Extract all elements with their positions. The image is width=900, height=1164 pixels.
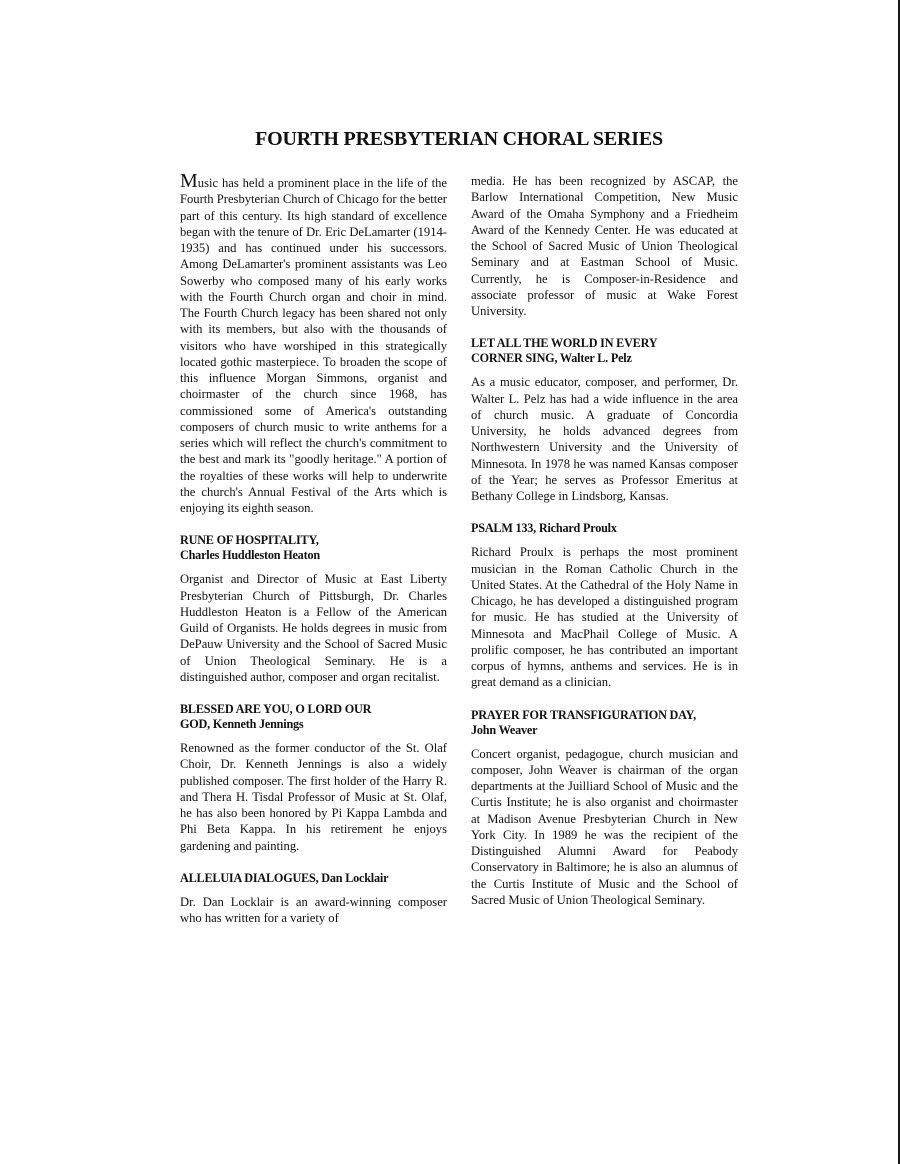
intro-text: usic has held a prominent place in the life of the Fourth Presbyterian Church of Chicago for the better part of this century. Its high standard of excellence began with the tenure of Dr. Eric DeLamarter (1914-1935) and has continued under his successors. Among DeLamarter's prominent assistants was Leo Sowerby who composed many of his early works with the Fourth Church organ and choir in mind. The Fourth Church legacy has been shared not only with its members, but also with the thousands of visitors who have worshiped in this strategically located gothic masterpiece. To broaden the scope of this influence Morgan Simmons, organist and choirmaster of the church since 1968, has commissioned some of America's outstanding composers of church music to write anthems for a series which will reflect the church's commitment to the best and mark its "goodly heritage." A portion of the royalties of these works will help to underwrite the church's Annual Festival of the Arts which is enjoying its eighth season.	[180, 176, 447, 515]
drop-cap: M	[180, 170, 198, 192]
section-rune-of-hospitality	[180, 533, 447, 685]
intro-paragraph	[180, 170, 447, 516]
continuation-paragraph: media. He has been recognized by ASCAP, the Barlow International Competition, New Music Award of the Omaha Symphony and a Friedheim Award of the Kennedy Center. He was educated at the School of Sacred Music of Union Theological Seminary and at Eastman School of Music. Currently, he is Composer-in-Residence and associate professor of music at Wake Forest University.	[471, 174, 738, 318]
section-heading-line1: PRAYER FOR TRANSFIGURATION DAY,	[471, 707, 696, 722]
section-blessed-are-you	[180, 702, 447, 854]
section-body: Organist and Director of Music at East Liberty Presbyterian Church of Pittsburgh, Dr. Charles Huddleston Heaton is a Fellow of the American Guild of Organists. He holds degrees in music from DePauw University and the School of Sacred Music of Union Theological Seminary. He is a distinguished author, composer and organ recitalist.	[180, 572, 447, 684]
right-column	[471, 173, 738, 908]
section-heading	[180, 702, 447, 732]
section-heading	[180, 533, 447, 563]
left-column	[180, 170, 447, 926]
section-heading-line1: RUNE OF HOSPITALITY,	[180, 533, 319, 548]
section-heading-line2: CORNER SING, Walter L. Pelz	[471, 351, 632, 366]
page-title: FOURTH PRESBYTERIAN CHORAL SERIES	[255, 128, 663, 150]
section-alleluia-dialogues	[180, 871, 447, 927]
section-prayer-for-transfiguration-day	[471, 708, 738, 909]
section-body: Dr. Dan Locklair is an award-winning composer who has written for a variety of	[180, 894, 447, 925]
section-body: As a music educator, composer, and performer, Dr. Walter L. Pelz has had a wide influence in the area of church music. A graduate of Concordia University, he holds advanced degrees from Northwestern University and the University of Minnesota. In 1978 he was named Kansas composer of the Year; he serves as Professor Emeritus at Bethany College in Lindsborg, Kansas.	[471, 375, 738, 503]
section-heading	[471, 336, 738, 366]
section-heading-line1: ALLELUIA DIALOGUES, Dan Locklair	[180, 870, 389, 885]
section-heading-line2: GOD, Kenneth Jennings	[180, 717, 304, 731]
section-heading-line2: John Weaver	[471, 722, 538, 737]
section-heading-line1: LET ALL THE WORLD IN EVERY	[471, 336, 658, 351]
section-heading-line1: PSALM 133, Richard Proulx	[471, 521, 617, 536]
section-heading	[471, 521, 738, 536]
section-heading-line2: Charles Huddleston Heaton	[180, 548, 320, 563]
section-body: Concert organist, pedagogue, church musician and composer, John Weaver is chairman of the organ departments at the Juilliard School of Music and the Curtis Institute; he is also organist and choirmaster at Madison Avenue Presbyterian Church in New York City. In 1989 he was the recipient of the Distinguished Alumni Award for Peabody Conservatory in Baltimore; he is also an alumnus of the Curtis Institute of Music and the School of Sacred Music of Union Theological Seminary.	[471, 746, 738, 907]
section-let-all-the-world	[471, 336, 738, 504]
section-body: Renowned as the former conductor of the St. Olaf Choir, Dr. Kenneth Jennings is also a widely published composer. The first holder of the Harry R. and Thera H. Tisdal Professor of Music at St. Olaf, he has also been honored by Pi Kappa Lambda and Phi Beta Kappa. In his retirement he enjoys gardening and painting.	[180, 741, 447, 853]
section-body: Richard Proulx is perhaps the most prominent musician in the Roman Catholic Church in the United States. At the Cathedral of the Holy Name in Chicago, he has developed a distinguished program for music. He has studied at the University of Minnesota and MacPhail College of Music. A prolific composer, he has contributed an important corpus of hymns, anthems and services. He is in great demand as a clinician.	[471, 545, 738, 690]
section-heading-line1: BLESSED ARE YOU, O LORD OUR	[180, 702, 372, 716]
section-heading	[471, 708, 738, 738]
section-psalm-133	[471, 521, 738, 690]
section-heading	[180, 871, 447, 886]
